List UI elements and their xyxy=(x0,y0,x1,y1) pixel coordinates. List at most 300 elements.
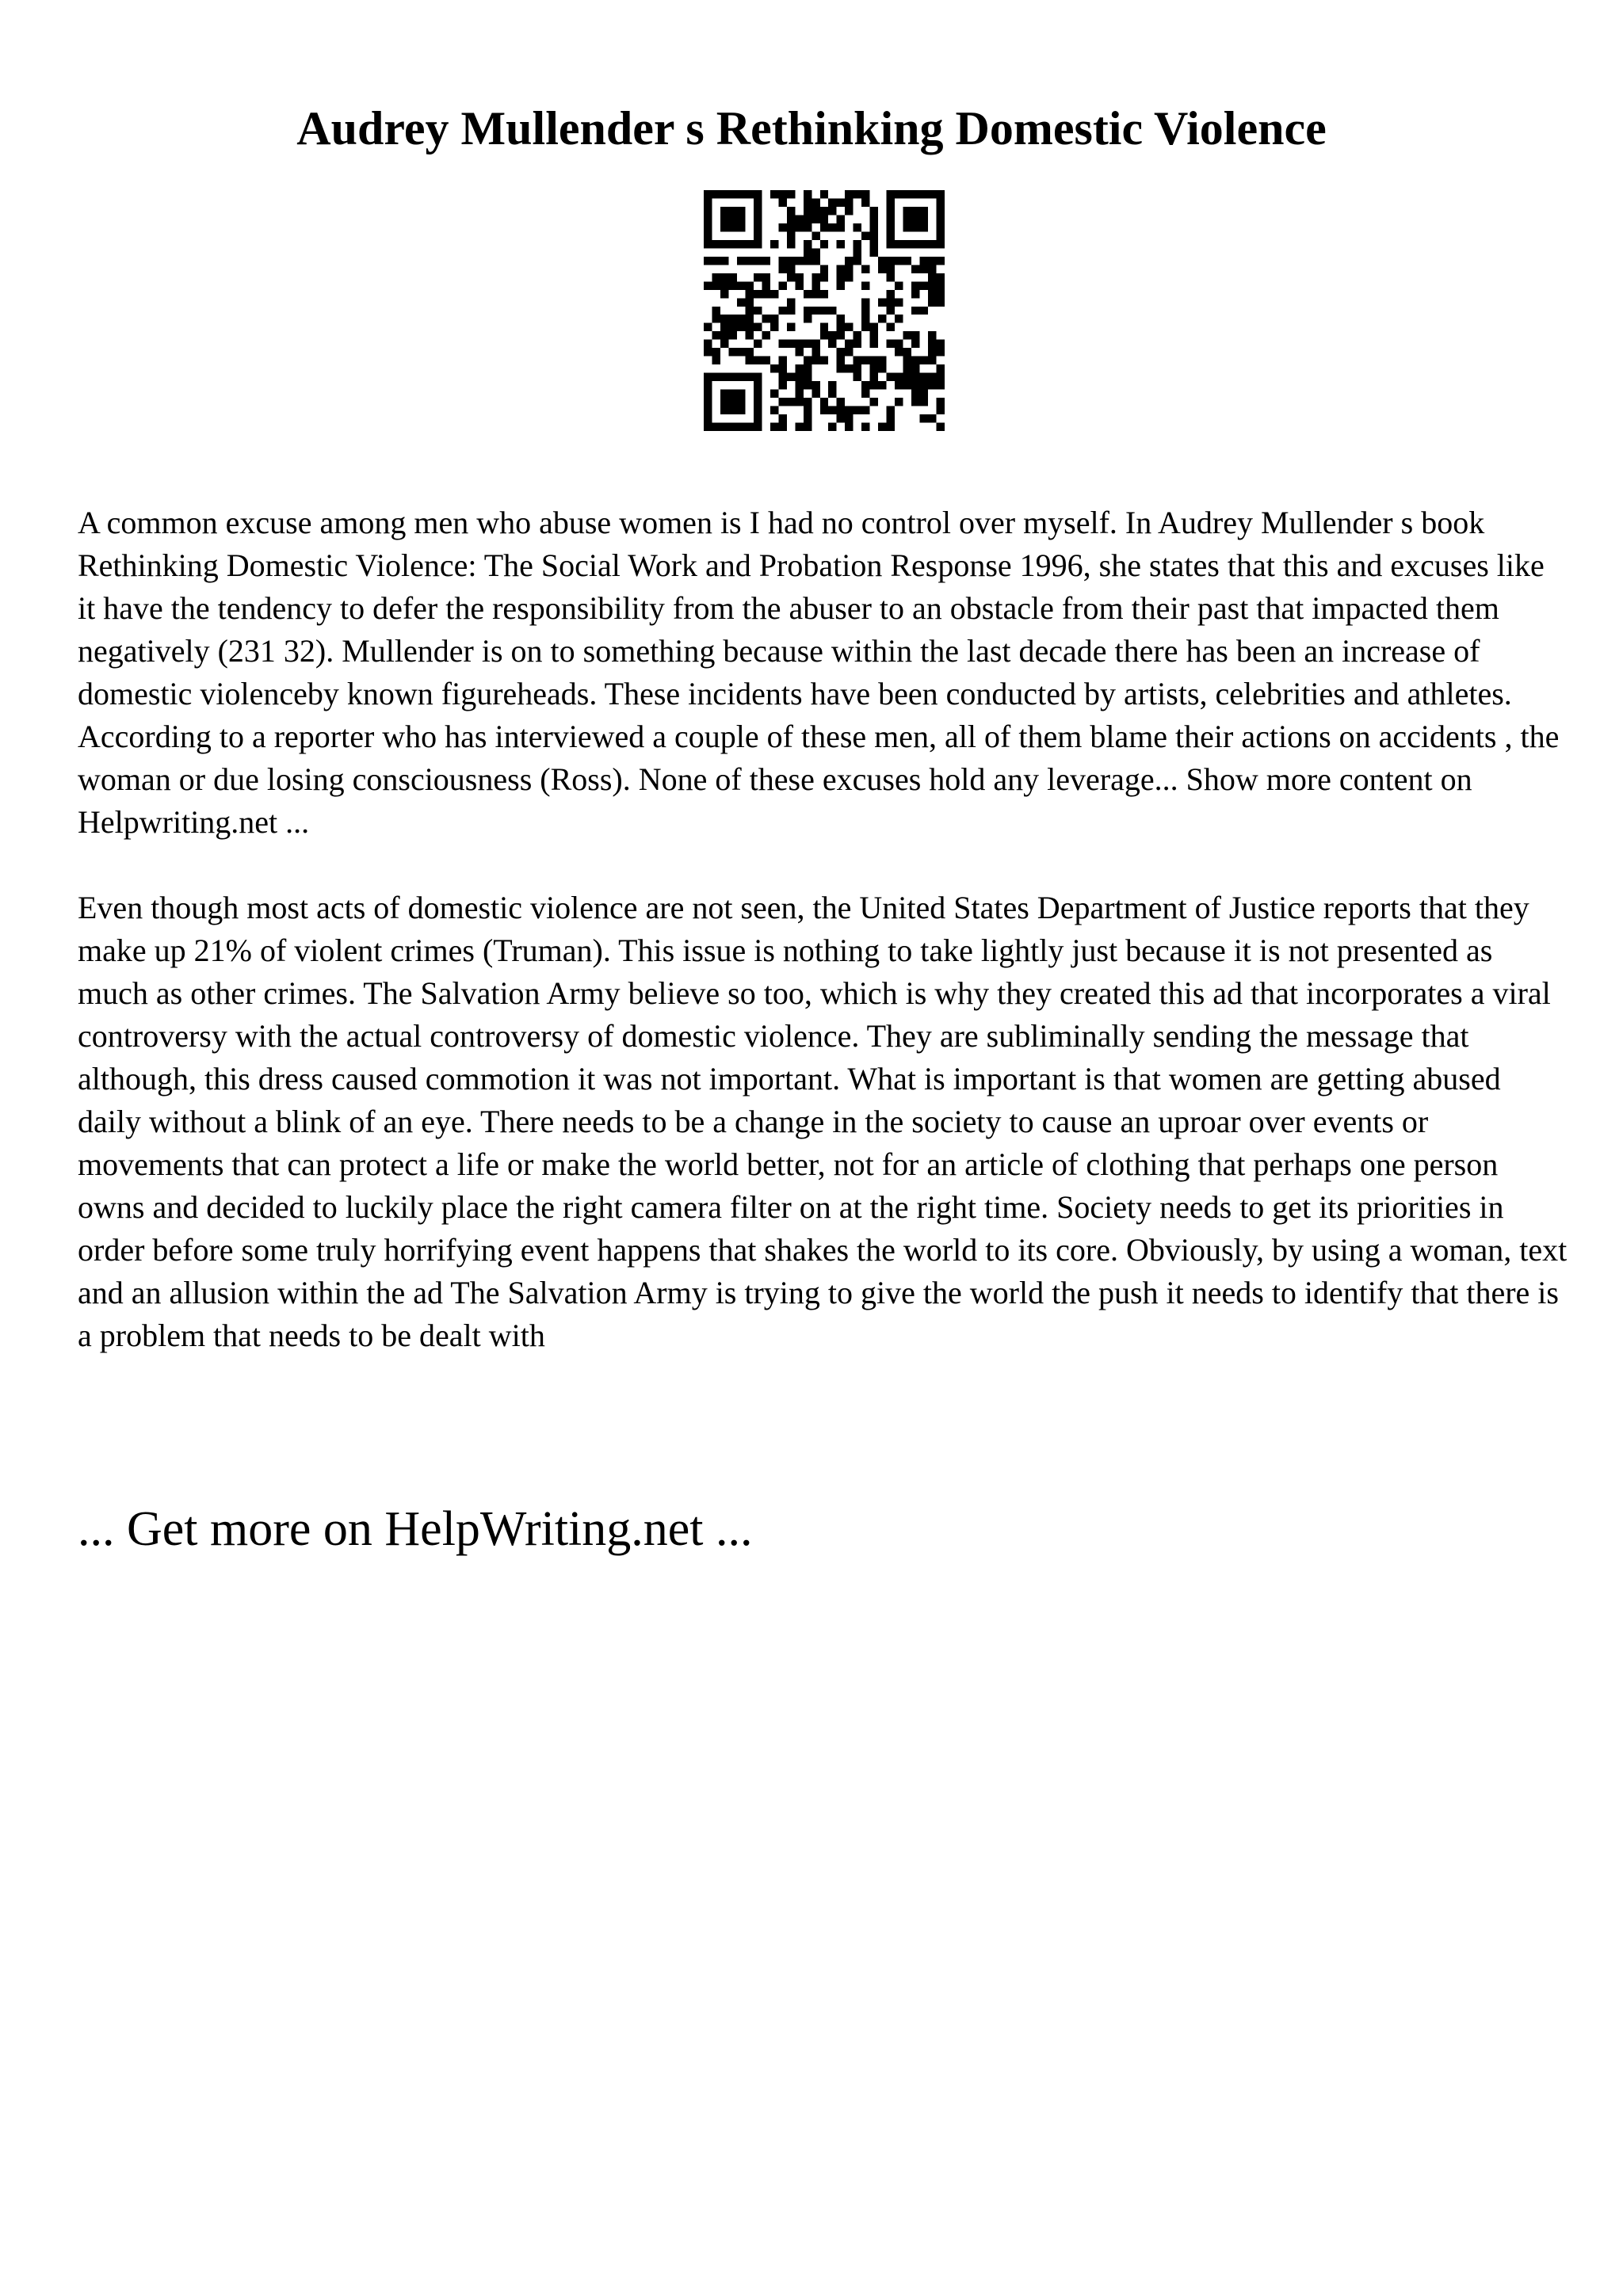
qr-module xyxy=(728,423,736,431)
qr-module xyxy=(911,398,919,406)
qr-module xyxy=(854,223,861,231)
qr-module xyxy=(795,373,803,381)
qr-module xyxy=(920,240,928,248)
qr-module xyxy=(878,423,886,431)
qr-module xyxy=(928,281,936,289)
qr-module xyxy=(754,273,762,281)
qr-module xyxy=(845,323,853,331)
qr-module xyxy=(778,357,786,364)
qr-module xyxy=(778,257,786,265)
qr-module xyxy=(704,406,712,414)
qr-module xyxy=(720,390,728,398)
qr-module xyxy=(704,373,712,381)
qr-module xyxy=(745,315,753,322)
qr-module xyxy=(712,240,720,248)
qr-module xyxy=(778,223,786,231)
qr-module xyxy=(804,357,812,364)
qr-module xyxy=(828,223,836,231)
qr-code-icon[interactable] xyxy=(704,190,945,431)
qr-module xyxy=(911,307,919,315)
qr-module xyxy=(820,307,828,315)
qr-module xyxy=(895,281,903,289)
qr-module xyxy=(778,414,786,422)
qr-module xyxy=(887,257,895,265)
qr-module xyxy=(728,323,736,331)
qr-module xyxy=(745,257,753,265)
qr-module xyxy=(720,281,728,289)
qr-module xyxy=(762,290,769,298)
qr-module xyxy=(712,315,720,322)
qr-module xyxy=(887,223,895,231)
qr-module xyxy=(911,340,919,348)
qr-module xyxy=(837,240,845,248)
qr-module xyxy=(754,381,762,389)
qr-module xyxy=(854,248,861,256)
qr-module xyxy=(795,273,803,281)
qr-module xyxy=(920,207,928,215)
qr-module xyxy=(861,406,869,414)
qr-module xyxy=(845,207,853,215)
qr-module xyxy=(861,231,869,239)
qr-module xyxy=(887,423,895,431)
qr-module xyxy=(911,240,919,248)
qr-module xyxy=(887,406,895,414)
qr-module xyxy=(728,390,736,398)
qr-module xyxy=(903,215,911,223)
qr-module xyxy=(745,290,753,298)
qr-module xyxy=(704,198,712,206)
qr-module xyxy=(804,198,812,206)
qr-module xyxy=(845,198,853,206)
qr-module xyxy=(754,307,762,315)
qr-module xyxy=(704,340,712,348)
qr-module xyxy=(720,223,728,231)
qr-module xyxy=(903,357,911,364)
qr-module xyxy=(728,331,736,339)
qr-module xyxy=(920,265,928,273)
qr-module xyxy=(887,273,895,281)
qr-module xyxy=(754,198,762,206)
qr-module xyxy=(720,331,728,339)
qr-module xyxy=(745,357,753,364)
qr-module xyxy=(903,348,911,356)
qr-module xyxy=(895,298,903,306)
qr-module xyxy=(787,298,795,306)
qr-module xyxy=(720,215,728,223)
qr-module xyxy=(845,257,853,265)
qr-module xyxy=(762,273,769,281)
qr-module xyxy=(845,273,853,281)
qr-module xyxy=(903,257,911,265)
qr-module xyxy=(704,190,712,198)
qr-module xyxy=(754,340,762,348)
qr-module xyxy=(704,414,712,422)
qr-module xyxy=(804,340,812,348)
qr-module xyxy=(911,390,919,398)
qr-module xyxy=(745,298,753,306)
qr-module xyxy=(928,190,936,198)
qr-module xyxy=(804,373,812,381)
qr-module xyxy=(937,215,945,223)
qr-module xyxy=(828,307,836,315)
qr-module xyxy=(795,215,803,223)
qr-module xyxy=(728,406,736,414)
qr-module xyxy=(804,257,812,265)
qr-module xyxy=(937,240,945,248)
qr-module xyxy=(911,281,919,289)
qr-module xyxy=(928,414,936,422)
qr-module xyxy=(820,273,828,281)
qr-module xyxy=(895,340,903,348)
qr-module xyxy=(812,248,819,256)
qr-module xyxy=(728,281,736,289)
qr-module xyxy=(937,423,945,431)
qr-module xyxy=(737,207,745,215)
qr-module xyxy=(837,406,845,414)
qr-module xyxy=(704,348,712,356)
qr-module xyxy=(795,398,803,406)
qr-module xyxy=(828,198,836,206)
qr-module xyxy=(787,307,795,315)
qr-module xyxy=(928,348,936,356)
qr-module xyxy=(812,231,819,239)
qr-module xyxy=(878,364,886,372)
qr-module xyxy=(837,281,845,289)
qr-module xyxy=(787,215,795,223)
qr-module xyxy=(920,373,928,381)
qr-module xyxy=(770,315,778,322)
qr-module xyxy=(745,323,753,331)
qr-module xyxy=(928,331,936,339)
qr-module xyxy=(854,331,861,339)
qr-module xyxy=(878,357,886,364)
qr-module xyxy=(937,290,945,298)
qr-module xyxy=(778,281,786,289)
qr-module xyxy=(754,257,762,265)
qr-module xyxy=(911,331,919,339)
qr-module xyxy=(737,298,745,306)
qr-module xyxy=(937,198,945,206)
qr-module xyxy=(895,315,903,322)
qr-module xyxy=(770,190,778,198)
qr-module xyxy=(895,381,903,389)
qr-module xyxy=(937,298,945,306)
qr-module xyxy=(837,265,845,273)
qr-module xyxy=(903,364,911,372)
qr-code-graphic xyxy=(704,190,945,431)
qr-module xyxy=(854,340,861,348)
qr-module xyxy=(778,198,786,206)
qr-module xyxy=(812,198,819,206)
qr-module xyxy=(937,348,945,356)
qr-module xyxy=(804,406,812,414)
qr-module xyxy=(937,364,945,372)
qr-module xyxy=(937,406,945,414)
qr-module xyxy=(754,373,762,381)
qr-module xyxy=(837,273,845,281)
qr-module xyxy=(770,290,778,298)
qr-module xyxy=(887,414,895,422)
qr-module xyxy=(837,357,845,364)
qr-module xyxy=(778,423,786,431)
qr-module xyxy=(920,257,928,265)
qr-module xyxy=(720,340,728,348)
qr-module xyxy=(745,281,753,289)
qr-module xyxy=(820,240,828,248)
qr-module xyxy=(828,381,836,389)
qr-module xyxy=(745,190,753,198)
qr-module xyxy=(903,373,911,381)
qr-module xyxy=(745,331,753,339)
qr-module xyxy=(861,323,869,331)
qr-module xyxy=(778,373,786,381)
qr-module xyxy=(911,364,919,372)
qr-module xyxy=(812,357,819,364)
qr-module xyxy=(712,190,720,198)
qr-module xyxy=(720,423,728,431)
qr-module xyxy=(737,323,745,331)
qr-module xyxy=(845,364,853,372)
qr-module xyxy=(920,223,928,231)
qr-module xyxy=(704,323,712,331)
qr-module xyxy=(712,373,720,381)
qr-module xyxy=(787,323,795,331)
qr-module xyxy=(770,240,778,248)
qr-module xyxy=(787,223,795,231)
qr-module xyxy=(804,215,812,223)
qr-module xyxy=(828,340,836,348)
qr-module xyxy=(845,423,853,431)
qr-module xyxy=(787,273,795,281)
qr-module xyxy=(845,414,853,422)
qr-module xyxy=(787,340,795,348)
qr-module xyxy=(920,281,928,289)
qr-module xyxy=(787,265,795,273)
qr-module xyxy=(854,406,861,414)
qr-module xyxy=(937,190,945,198)
qr-module xyxy=(737,373,745,381)
qr-module xyxy=(895,398,903,406)
qr-module xyxy=(920,307,928,315)
qr-module xyxy=(728,207,736,215)
qr-module xyxy=(911,381,919,389)
qr-module xyxy=(895,373,903,381)
qr-module xyxy=(737,315,745,322)
qr-module xyxy=(704,390,712,398)
qr-module xyxy=(861,190,869,198)
qr-module xyxy=(870,381,878,389)
qr-module xyxy=(887,290,895,298)
get-more-link[interactable]: ... Get more on HelpWriting.net ... xyxy=(78,1502,753,1556)
qr-module xyxy=(720,273,728,281)
body-paragraph-1: A common excuse among men who abuse women is I had no control over myself. In Audrey Mullender s book Rethinking Domestic Violence: The Social Work and Probation Response 1996, she states that this and excuses like it have the tendency to defer the responsibility from the abuser to an obstacle from their past that impacted them negatively (231 32). Mullender is on to something because within the last decade there has been an increase of domestic violenceby known figureheads. These incidents have been conducted by artists, celebrities and athletes. According to a reporter who has interviewed a couple of these men, all of them blame their actions on accidents , the woman or due losing consciousness (Ross). None of these excuses hold any leverage... Show more content on Helpwriting.net ... xyxy=(78,505,1560,840)
qr-module xyxy=(870,331,878,339)
qr-module xyxy=(812,290,819,298)
qr-module xyxy=(787,398,795,406)
qr-module xyxy=(770,423,778,431)
qr-module xyxy=(870,231,878,239)
qr-module xyxy=(704,215,712,223)
qr-module xyxy=(887,265,895,273)
qr-module xyxy=(911,223,919,231)
qr-module xyxy=(712,257,720,265)
qr-module xyxy=(712,423,720,431)
qr-module xyxy=(820,190,828,198)
qr-module xyxy=(778,307,786,315)
qr-module xyxy=(804,414,812,422)
qr-module xyxy=(920,390,928,398)
qr-module xyxy=(903,223,911,231)
qr-module xyxy=(754,398,762,406)
qr-module xyxy=(787,373,795,381)
qr-module xyxy=(928,340,936,348)
qr-module xyxy=(903,381,911,389)
qr-module xyxy=(728,373,736,381)
qr-module xyxy=(728,215,736,223)
qr-module xyxy=(928,257,936,265)
qr-module xyxy=(887,198,895,206)
qr-module xyxy=(804,315,812,322)
qr-module xyxy=(737,223,745,231)
qr-module xyxy=(720,207,728,215)
qr-module xyxy=(728,315,736,322)
qr-module xyxy=(920,414,928,422)
qr-module xyxy=(887,307,895,315)
qr-module xyxy=(754,390,762,398)
qr-module xyxy=(937,398,945,406)
qr-module xyxy=(870,215,878,223)
qr-module xyxy=(854,257,861,265)
qr-module xyxy=(762,281,769,289)
qr-module xyxy=(795,364,803,372)
qr-module xyxy=(728,273,736,281)
qr-module xyxy=(720,190,728,198)
qr-module xyxy=(820,323,828,331)
qr-module xyxy=(745,348,753,356)
qr-module xyxy=(870,357,878,364)
qr-module xyxy=(787,207,795,215)
qr-module xyxy=(754,323,762,331)
qr-module xyxy=(754,223,762,231)
qr-module xyxy=(754,207,762,215)
qr-module xyxy=(837,364,845,372)
qr-module xyxy=(878,298,886,306)
qr-module xyxy=(804,223,812,231)
qr-module xyxy=(861,307,869,315)
qr-module xyxy=(812,207,819,215)
qr-module xyxy=(728,348,736,356)
qr-module xyxy=(903,331,911,339)
qr-module xyxy=(728,240,736,248)
qr-module xyxy=(804,398,812,406)
qr-module xyxy=(870,373,878,381)
qr-module xyxy=(804,207,812,215)
qr-module xyxy=(787,240,795,248)
qr-module xyxy=(720,398,728,406)
qr-module xyxy=(903,190,911,198)
qr-module xyxy=(720,406,728,414)
qr-module xyxy=(837,315,845,322)
qr-module xyxy=(895,190,903,198)
qr-module xyxy=(861,315,869,322)
qr-module xyxy=(911,357,919,364)
qr-module xyxy=(812,340,819,348)
qr-module xyxy=(812,381,819,389)
qr-module xyxy=(704,257,712,265)
qr-module xyxy=(795,281,803,289)
qr-module xyxy=(861,390,869,398)
qr-module xyxy=(937,257,945,265)
qr-module xyxy=(795,381,803,389)
qr-module xyxy=(820,215,828,223)
qr-module xyxy=(887,298,895,306)
qr-module xyxy=(704,423,712,431)
qr-module xyxy=(828,207,836,215)
qr-module xyxy=(870,248,878,256)
qr-module xyxy=(704,231,712,239)
qr-module xyxy=(837,331,845,339)
qr-module xyxy=(745,373,753,381)
qr-module xyxy=(804,248,812,256)
qr-module xyxy=(854,240,861,248)
qr-module xyxy=(737,390,745,398)
qr-module xyxy=(837,323,845,331)
qr-module xyxy=(712,281,720,289)
qr-module xyxy=(928,373,936,381)
qr-module xyxy=(778,265,786,273)
body-paragraph-2: Even though most acts of domestic violence are not seen, the United States Department of Justice reports that they make up 21% of violent crimes (Truman). This issue is nothing to take lightly just because it is not presented as much as other crimes. The Salvation Army believe so too, which is why they created this ad that incorporates a viral controversy with the actual controversy of domestic violence. They are subliminally sending the message that although, this dress caused commotion it was not important. What is important is that women are getting abused daily without a blink of an eye. There needs to be a change in the society to cause an uproar over events or movements that can protect a life or make the world better, not for an article of clothing that perhaps one person owns and decided to luckily place the right camera filter on at the right time. Society needs to get its priorities in order before some truly horrifying event happens that shakes the world to its core. Obviously, by using a woman, text and an allusion within the ad The Salvation Army is trying to give the world the push it needs to identify that there is a problem that needs to be dealt with xyxy=(78,890,1568,1353)
qr-module xyxy=(795,348,803,356)
qr-module xyxy=(804,364,812,372)
qr-module xyxy=(720,290,728,298)
qr-module xyxy=(778,381,786,389)
qr-module xyxy=(845,406,853,414)
qr-module xyxy=(937,340,945,348)
qr-module xyxy=(795,223,803,231)
qr-module xyxy=(704,240,712,248)
qr-module xyxy=(903,207,911,215)
qr-module xyxy=(812,390,819,398)
qr-module xyxy=(895,257,903,265)
qr-module xyxy=(712,331,720,339)
qr-module xyxy=(704,381,712,389)
qr-module xyxy=(778,398,786,406)
qr-module xyxy=(928,273,936,281)
qr-module xyxy=(804,240,812,248)
qr-module xyxy=(804,190,812,198)
qr-module xyxy=(795,390,803,398)
qr-module xyxy=(937,273,945,281)
qr-module xyxy=(928,357,936,364)
qr-module xyxy=(937,373,945,381)
qr-module xyxy=(895,240,903,248)
qr-module xyxy=(754,190,762,198)
qr-module xyxy=(812,215,819,223)
qr-module xyxy=(778,364,786,372)
qr-module xyxy=(928,265,936,273)
qr-module xyxy=(762,315,769,322)
qr-module xyxy=(712,273,720,281)
qr-module xyxy=(820,357,828,364)
qr-module xyxy=(820,406,828,414)
qr-module xyxy=(887,373,895,381)
qr-module xyxy=(795,423,803,431)
qr-module xyxy=(911,373,919,381)
qr-module xyxy=(937,281,945,289)
qr-module xyxy=(837,414,845,422)
qr-module xyxy=(787,257,795,265)
qr-module xyxy=(828,390,836,398)
